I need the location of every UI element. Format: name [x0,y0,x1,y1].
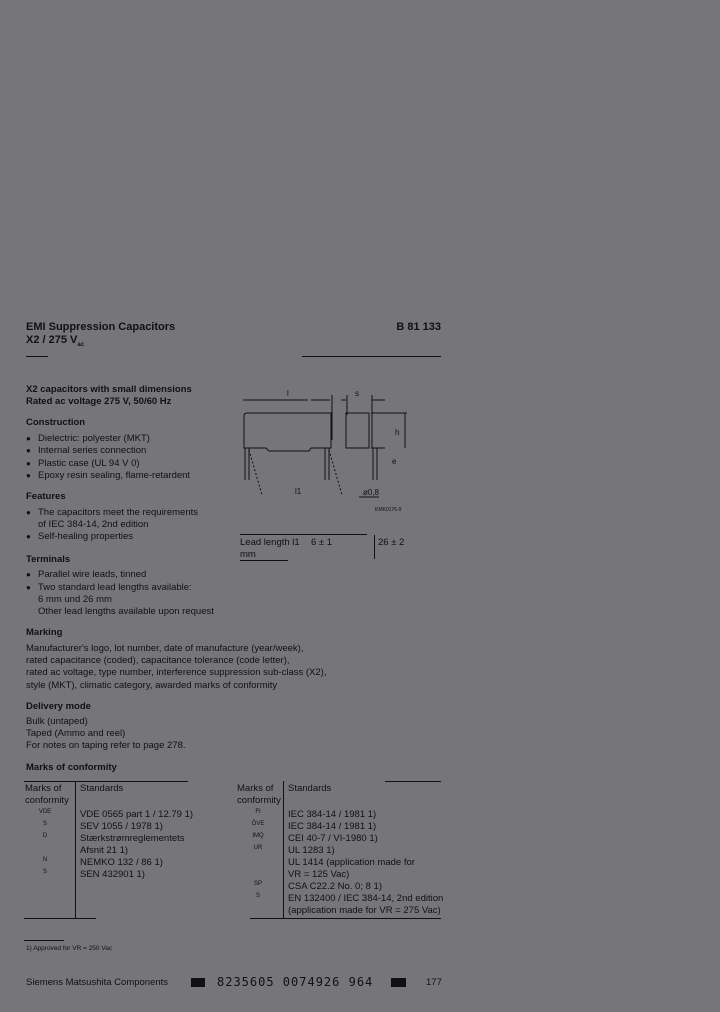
barcode-block [191,978,205,987]
construction-heading: Construction [26,417,86,428]
barcode-block [391,978,406,987]
marking-line: rated capacitance (coded), capacitance tolerance (code letter), [26,655,290,666]
delivery-line: Bulk (untaped) [26,716,88,727]
marking-line: Manufacturer's logo, lot number, date of manufacture (year/week), [26,643,304,654]
features-item-cont: of IEC 384-14, 2nd edition [38,519,149,530]
conformity-standard: CEI 40-7 / VI-1980 1) [288,833,378,844]
header-standards: Standards [80,783,124,794]
features-item: ● The capacitors meet the requirements [38,507,198,519]
conformity-standard: CSA C22.2 No. 0; 8 1) [288,881,382,892]
drawing-code: KMK0176-9 [375,507,402,513]
intro-line: Rated ac voltage 275 V, 50/60 Hz [26,396,172,407]
document-subtitle [26,334,84,351]
conformity-standard: Afsnit 21 1) [80,845,129,856]
conformity-mark-icon: N [42,857,48,863]
conformity-standard: VR = 125 Vac) [288,869,350,880]
marking-line: rated ac voltage, type number, interference suppression sub-class (X2), [26,667,327,678]
conformity-mark-icon: D [42,833,48,839]
delivery-line: For notes on taping refer to page 278. [26,740,186,751]
subtitle-main: X2 / 275 V [26,334,78,346]
conformity-standard: Stærkstrømreglementets [80,833,185,844]
lead-length-value-2: 26 ± 2 [378,537,405,548]
part-number: B 81 133 [396,321,441,333]
conformity-standard: NEMKO 132 / 86 1) [80,857,163,868]
conformity-standard: EN 132400 / IEC 384-14, 2nd edition [288,893,444,904]
terminals-heading: Terminals [26,554,71,565]
delivery-line: Taped (Ammo and reel) [26,728,126,739]
lead-length-label: Lead length l1 [240,537,300,548]
dim-d: ø0,8 [363,488,380,497]
divider [240,534,367,535]
header-marks-line1: Marks of [237,783,274,794]
conformity-standard: SEV 1055 / 1978 1) [80,821,163,832]
conformity-standard: IEC 384-14 / 1981 1) [288,809,377,820]
dim-e: e [392,457,397,466]
terminals-item: ● Two standard lead lengths available: [38,582,192,594]
conformity-mark-icon: S [42,869,47,875]
conformity-mark-icon: IMQ [252,833,264,839]
conformity-standard: SEN 432901 1) [80,869,145,880]
delivery-heading: Delivery mode [26,701,91,712]
conformity-mark-icon: VDE [38,809,52,815]
divider [374,535,375,559]
table-col-divider [75,781,76,918]
header-marks-line2: conformity [237,795,281,806]
conformity-mark-icon: UR [253,845,263,851]
marking-heading: Marking [26,627,63,638]
construction-item: ● Dielectric: polyester (MKT) [38,433,150,445]
dim-h: h [395,428,400,437]
marking-line: style (MKT), climatic category, awarded marks of conformity [26,680,278,691]
table-bottom-line [24,918,96,919]
divider [26,356,48,357]
table-bottom-line [250,918,441,919]
conformity-standard: UL 1414 (application made for [288,857,415,868]
header-marks-line2: conformity [25,795,69,806]
divider [302,356,441,357]
terminals-item: ● Parallel wire leads, tinned [38,569,146,581]
terminals-item-cont: Other lead lengths available upon request [38,606,214,617]
document-title: EMI Suppression Capacitors [26,321,176,333]
page-number: 177 [426,977,442,988]
table-top-line [385,781,441,782]
terminals-item-cont: 6 mm und 26 mm [38,594,112,605]
conformity-standard: IEC 384-14 / 1981 1) [288,821,377,832]
conformity-mark-icon: ÖVE [251,821,265,827]
construction-item: ● Internal series connection [38,445,146,457]
conformity-heading: Marks of conformity [26,762,117,773]
features-heading: Features [26,491,66,502]
conformity-standard: UL 1283 1) [288,845,335,856]
header-standards: Standards [288,783,332,794]
intro-line: X2 capacitors with small dimensions [26,384,192,395]
conformity-mark-icon: FI [255,809,261,815]
construction-item: ● Epoxy resin sealing, flame-retardent [38,470,190,482]
dim-s: s [355,389,359,398]
conformity-mark-icon: SP [253,881,262,887]
footnote: 1) Approved for VR = 250 Vac [26,945,113,952]
dim-l1: l1 [295,487,302,496]
dimension-drawing [235,380,415,515]
table-top-line [24,781,188,782]
lead-length-unit: mm [240,549,256,560]
conformity-standard: (application made for VR = 275 Vac) [288,905,441,916]
subtitle-sub: ac [77,342,85,349]
conformity-standard: VDE 0565 part 1 / 12.79 1) [80,809,194,820]
construction-item: ● Plastic case (UL 94 V 0) [38,458,140,470]
conformity-mark-icon: S [255,893,260,899]
lead-length-value-1: 6 ± 1 [311,537,333,548]
conformity-mark-icon: S [42,821,47,827]
dim-l: l [287,389,289,398]
table-col-divider [283,781,284,918]
header-marks-line1: Marks of [25,783,62,794]
footer-company: Siemens Matsushita Components [26,977,169,988]
features-item: ● Self-healing properties [38,531,133,543]
divider [240,560,288,561]
barcode-number: 8235605 0074926 964 [217,975,374,989]
footnote-line [24,940,64,941]
